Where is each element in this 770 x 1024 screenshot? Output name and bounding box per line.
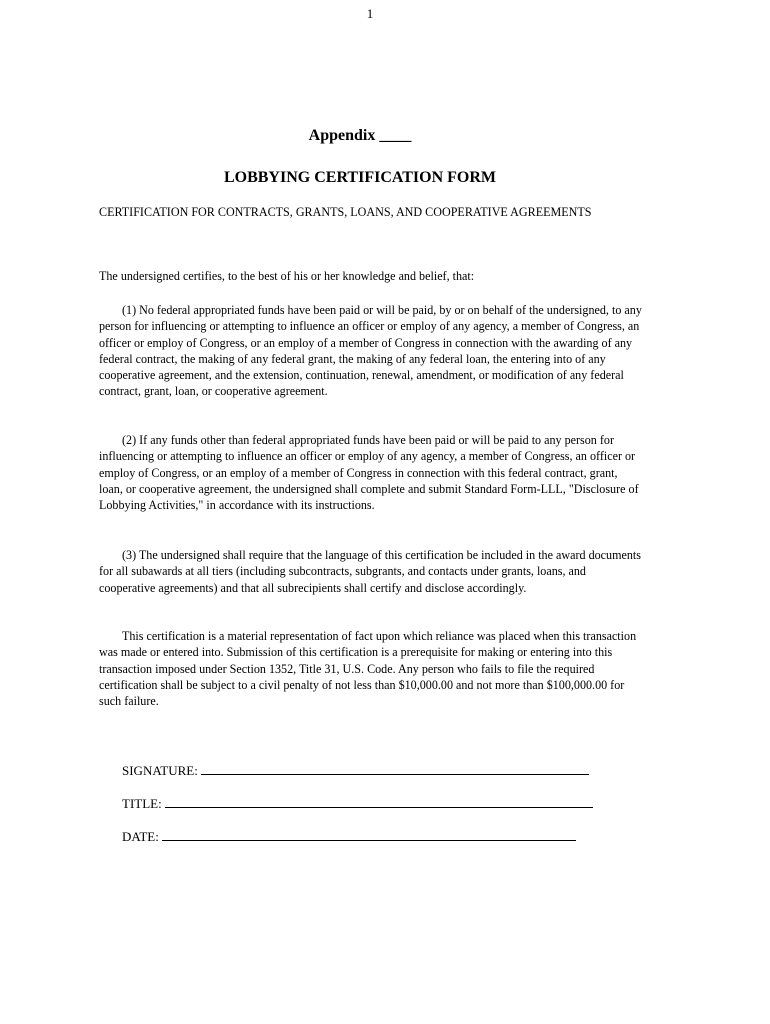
paragraph-1-text: (1) No federal appropriated funds have been paid or will be paid, by or on behalf of the undersigned, to any person for influencing or attempting to influence an officer or employ of any agency, a member of Congress, an officer or employ of Congress, or an employ of a member of Congress in connection with the awarding of any federal contract, the making of any federal grant, the making of any federal loan, the entering into of any cooperative agreement, and the extension, continuation, renewal, amendment, or modification of any federal contract, grant, loan, or cooperative agreement. — [99, 303, 642, 399]
page-number: 1 — [366, 6, 374, 21]
title-field[interactable] — [122, 795, 593, 812]
appendix-heading: Appendix ____ — [308, 127, 412, 144]
signature-field[interactable] — [122, 762, 589, 779]
signature-label: SIGNATURE: — [122, 763, 198, 778]
paragraph-2 — [99, 432, 644, 513]
title-label: TITLE: — [122, 796, 162, 811]
date-field[interactable] — [122, 828, 576, 845]
form-title: LOBBYING CERTIFICATION FORM — [223, 169, 497, 186]
intro-statement: The undersigned certifies, to the best of his or her knowledge and belief, that: — [99, 269, 475, 283]
signature-blank[interactable] — [201, 762, 589, 775]
certification-subtitle: CERTIFICATION FOR CONTRACTS, GRANTS, LOANS, AND COOPERATIVE AGREEMENTS — [99, 205, 592, 219]
date-blank[interactable] — [162, 828, 576, 841]
closing-paragraph-text: This certification is a material representation of fact upon which reliance was placed when this transaction was made or entered into. Submission of this certification is a prerequisite for making or entering into this transaction imposed under Section 1352, Title 31, U.S. Code. Any person who fails to file the required certification shall be subject to a civil penalty of not less than $10,000.00 and not more than $100,000.00 for such failure. — [99, 629, 637, 709]
paragraph-3-text: (3) The undersigned shall require that the language of this certification be included in the award documents for all subawards at all tiers (including subcontracts, subgrants, and contacts under grants, loans, and cooperative agreements) and that all subrecipients shall certify and disclose accordingly. — [99, 548, 641, 595]
paragraph-2-text: (2) If any funds other than federal appropriated funds have been paid or will be paid to any person for influencing or attempting to influence an officer or employ of any agency, a member of Congress, an officer or employ of Congress, or an employ of a member of Congress in connection with this federal contract, grant, loan, or cooperative agreement, the undersigned shall complete and submit Standard Form-LLL, "Disclosure of Lobbying Activities," in accordance with its instructions. — [99, 433, 639, 513]
paragraph-3 — [99, 547, 644, 596]
date-label: DATE: — [122, 829, 159, 844]
closing-paragraph — [99, 628, 644, 709]
title-blank[interactable] — [165, 795, 593, 808]
paragraph-1 — [99, 302, 644, 400]
